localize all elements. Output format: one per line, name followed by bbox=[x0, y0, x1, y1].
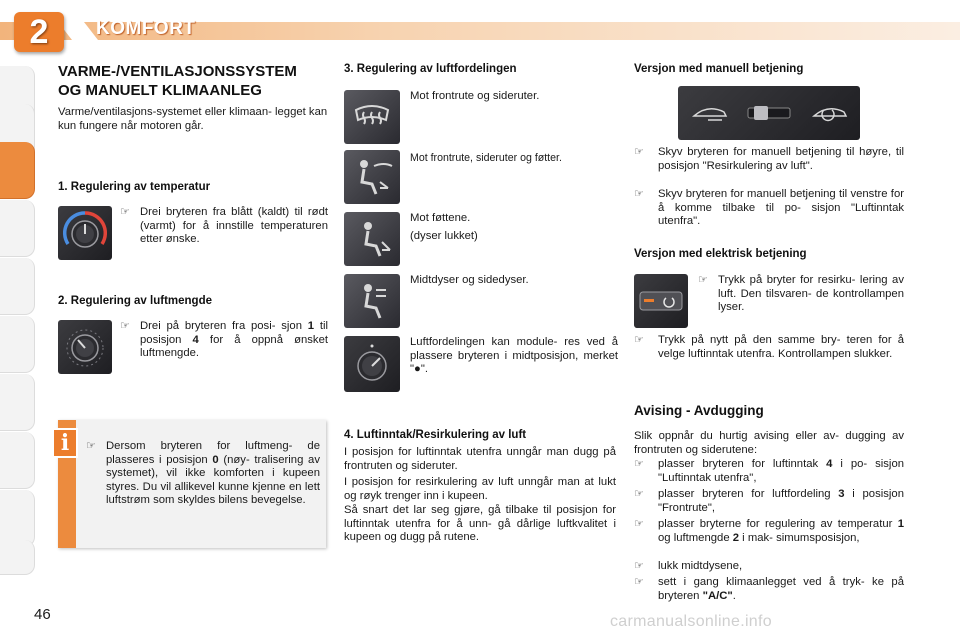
distribution-heading: 3. Regulering av luftfordelingen bbox=[344, 63, 517, 75]
electric-version-heading: Versjon med elektrisk betjening bbox=[634, 248, 807, 260]
intake-paragraph-2: I posisjon for resirkulering av luft unngår man at lukt og røyk trenger inn i kupeen. bbox=[344, 476, 616, 502]
pointing-hand-icon: ☞ bbox=[86, 440, 96, 452]
pointing-hand-icon: ☞ bbox=[634, 518, 644, 530]
recirculation-button-icon[interactable] bbox=[634, 274, 688, 328]
face-vents-icon bbox=[344, 274, 400, 328]
intake-paragraph-3: Så snart det lar seg gjøre, gå tilbake til posisjon for luftinntak utenfra for å unn- gå dårlige luftkvalitet i kupeen og dugg på rutene. bbox=[344, 504, 616, 544]
watermark: carmanualsonline.info bbox=[610, 613, 772, 630]
chapter-title: KOMFORT bbox=[96, 18, 196, 39]
side-tab-9[interactable] bbox=[0, 490, 35, 547]
distribution-option-3: Mot føttene. bbox=[410, 212, 471, 224]
intake-heading: 4. Luftinntak/Resirkulering av luft bbox=[344, 429, 527, 441]
distribution-option-4: Midtdyser og sidedyser. bbox=[410, 274, 529, 286]
defrost-feet-icon bbox=[344, 150, 400, 204]
manual-recirculation-slider-icon bbox=[678, 86, 860, 140]
pointing-hand-icon: ☞ bbox=[634, 146, 644, 158]
manual-instruction-1: ☞ Skyv bryteren for manuell betjening til høyre, til posisjon "Resirkulering av luft". bbox=[634, 146, 904, 172]
side-tab-7[interactable] bbox=[0, 374, 35, 431]
side-tab-active[interactable] bbox=[0, 142, 35, 199]
manual-instruction-2: ☞ Skyv bryteren for manuell betjening til venstre for å komme tilbake til po- sisjon "Luftinntak utenfra". bbox=[634, 188, 904, 228]
side-tab-10[interactable] bbox=[0, 540, 35, 575]
temperature-instruction: ☞ Drei bryteren fra blått (kaldt) til rødt (varmt) for å innstille temperaturen etter ønske. bbox=[120, 206, 328, 246]
airflow-heading: 2. Regulering av luftmengde bbox=[58, 295, 212, 307]
distribution-knob-icon bbox=[344, 336, 400, 392]
pointing-hand-icon: ☞ bbox=[120, 320, 130, 332]
fan-speed-knob-icon bbox=[58, 320, 112, 374]
manual-version-heading: Versjon med manuell betjening bbox=[634, 63, 804, 75]
side-tab-6[interactable] bbox=[0, 316, 35, 373]
pointing-hand-icon: ☞ bbox=[634, 334, 644, 346]
info-text: ☞ Dersom bryteren for luftmeng- de plasseres i posisjon 0 (nøy- tralisering av systemet), vil ikke komforten i kupeen styres. Du vil allikevel kunne kjenne en lett luftstrøm som skyldes bilens bevegelse. bbox=[86, 440, 320, 507]
windscreen-defrost-icon bbox=[344, 90, 400, 144]
airflow-instruction: ☞ Drei på bryteren fra posi- sjon 1 til posisjon 4 for å oppnå ønsket luftmengde. bbox=[120, 320, 328, 360]
side-tab-4[interactable] bbox=[0, 200, 35, 257]
temperature-knob-icon bbox=[58, 206, 112, 260]
pointing-hand-icon: ☞ bbox=[634, 488, 644, 500]
electric-instruction-2: ☞ Trykk på nytt på den samme bry- teren for å velge luftinntak utenfra. Kontrollampen slukker. bbox=[634, 334, 904, 360]
defrost-step-5: ☞ sett i gang klimaanlegget ved å tryk- ke på bryteren "A/C". bbox=[634, 576, 904, 602]
distribution-option-2: Mot frontrute, sideruter og føtter. bbox=[410, 152, 562, 164]
page-number: 46 bbox=[34, 606, 51, 623]
defrost-step-3: ☞ plasser bryterne for regulering av temperatur 1 og luftmengde 2 i mak- simumsposisjon, bbox=[634, 518, 904, 544]
pointing-hand-icon: ☞ bbox=[634, 458, 644, 470]
pointing-hand-icon: ☞ bbox=[698, 274, 708, 286]
defrost-step-1: ☞ plasser bryteren for luftinntak 4 i po- sisjon "Luftinntak utenfra", bbox=[634, 458, 905, 484]
section-title-line2: OG MANUELT KLIMAANLEG bbox=[58, 82, 262, 99]
side-tab-8[interactable] bbox=[0, 432, 35, 489]
section-title-line1: VARME-/VENTILASJONSSYSTEM bbox=[58, 63, 297, 80]
side-tab-5[interactable] bbox=[0, 258, 35, 315]
defrost-heading: Avising - Avdugging bbox=[634, 403, 764, 418]
temperature-heading: 1. Regulering av temperatur bbox=[58, 181, 211, 193]
chapter-number: 2 bbox=[29, 13, 49, 51]
distribution-option-3-note: (dyser lukket) bbox=[410, 230, 478, 242]
electric-instruction-1: ☞ Trykk på bryter for resirku- lering av luft. Den tilsvaren- de kontrollampen lyser. bbox=[698, 274, 904, 314]
intro-text: Varme/ventilasjons-systemet eller klimaan- legget kan kun fungere når motoren går. bbox=[58, 106, 328, 132]
pointing-hand-icon: ☞ bbox=[634, 560, 644, 572]
intake-paragraph-1: I posisjon for luftinntak utenfra unngår man dugg på frontruten og sideruter. bbox=[344, 446, 616, 472]
defrost-step-2: ☞ plasser bryteren for luftfordeling 3 i posisjon "Frontrute", bbox=[634, 488, 904, 514]
info-icon: i bbox=[52, 428, 78, 458]
pointing-hand-icon: ☞ bbox=[634, 188, 644, 200]
distribution-option-5: Luftfordelingen kan module- res ved å plassere bryteren i midtposisjon, merket "●". bbox=[410, 336, 618, 376]
header-divider bbox=[58, 10, 98, 50]
pointing-hand-icon: ☞ bbox=[634, 576, 644, 588]
pointing-hand-icon: ☞ bbox=[120, 206, 130, 218]
defrost-step-4: ☞ lukk midtdysene, bbox=[634, 560, 743, 572]
defrost-intro: Slik oppnår du hurtig avising eller av- dugging av frontruten og siderutene: bbox=[634, 430, 904, 456]
feet-icon bbox=[344, 212, 400, 266]
distribution-option-1: Mot frontrute og sideruter. bbox=[410, 90, 540, 102]
